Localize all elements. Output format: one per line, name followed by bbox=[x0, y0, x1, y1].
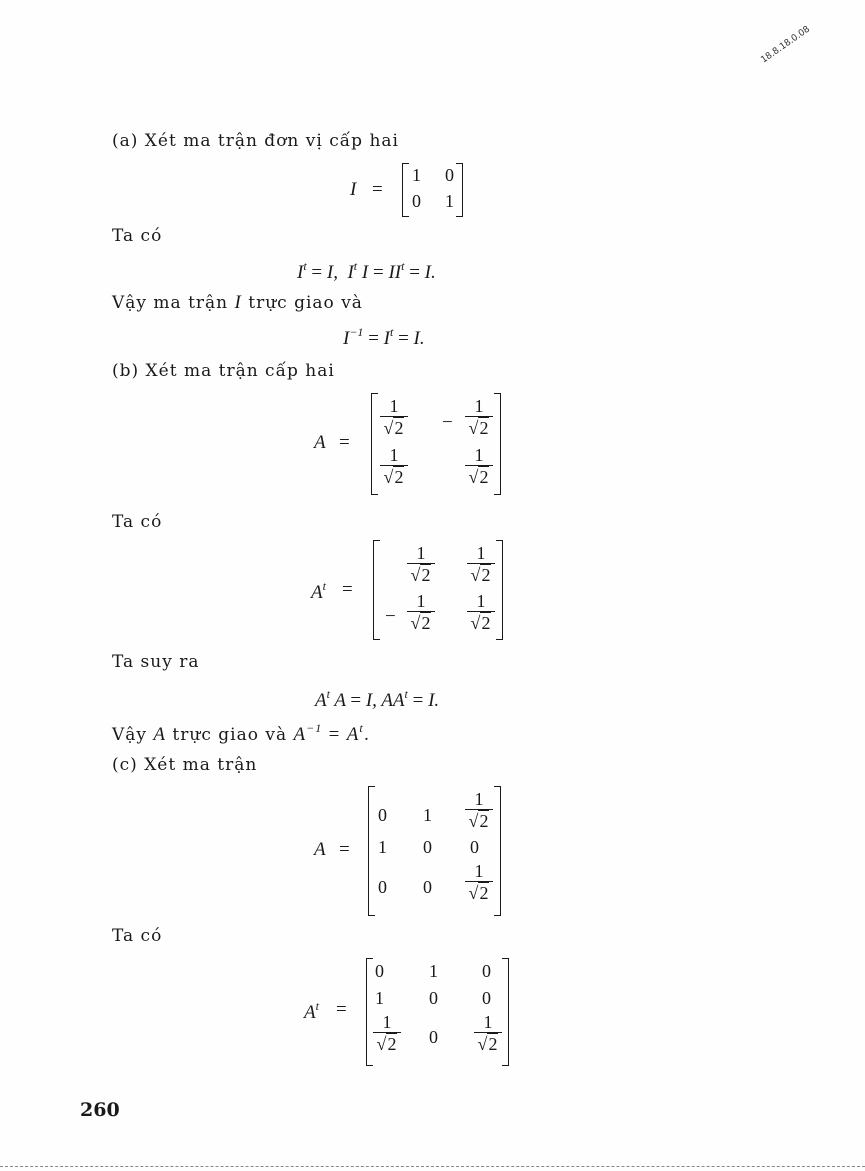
equals-sign: = bbox=[342, 579, 353, 600]
matrix-cell: 0 bbox=[470, 837, 479, 857]
orthogonal-conclusion-a: Vậy ma trận I trực giao và bbox=[112, 292, 363, 313]
fraction: 1 √2 bbox=[373, 1013, 401, 1053]
fraction: 1 √2 bbox=[465, 446, 493, 486]
matrix-cell: 1 bbox=[378, 837, 387, 857]
fraction: 1 √2 bbox=[407, 592, 435, 632]
fraction: 1 √2 bbox=[467, 592, 495, 632]
fraction: 1 √2 bbox=[380, 397, 408, 437]
inverse-identity-equation: $I^{-1} = I^t = I$. bbox=[343, 325, 425, 349]
fraction: 1 √2 bbox=[467, 544, 495, 584]
fraction: 1 √2 bbox=[474, 1013, 502, 1053]
matrix-cell: 1 bbox=[423, 805, 432, 825]
page-number: 260 bbox=[80, 1099, 120, 1121]
matrix-symbol: $A^t$ bbox=[304, 999, 319, 1023]
matrix-cell: 0 bbox=[378, 877, 387, 897]
left-bracket bbox=[373, 540, 380, 640]
right-bracket bbox=[502, 958, 509, 1066]
equals-sign: = bbox=[372, 179, 383, 200]
equals-sign: = bbox=[339, 839, 350, 860]
ta-co-label: Ta có bbox=[112, 926, 163, 946]
matrix-cell: 0 bbox=[429, 1027, 438, 1047]
part-b-intro: (b) Xét ma trận cấp hai bbox=[112, 361, 335, 381]
equals-sign: = bbox=[339, 432, 350, 453]
matrix-cell: 0 bbox=[423, 877, 432, 897]
equals-sign: = bbox=[336, 999, 347, 1020]
minus-sign: − bbox=[442, 412, 453, 433]
matrix-cell: 1 bbox=[445, 191, 454, 211]
left-bracket bbox=[366, 958, 373, 1066]
matrix-cell: 0 bbox=[482, 988, 491, 1008]
library-stamp: 18.8.18.0.08 bbox=[759, 24, 812, 66]
matrix-symbol: $A^t$ bbox=[311, 579, 326, 603]
transpose-identity-equation: $I^t = I$, $I^t$ $I = II^t = I$. bbox=[297, 259, 436, 283]
matrix-cell: 0 bbox=[375, 961, 384, 981]
left-bracket bbox=[402, 163, 409, 217]
matrix-cell: 1 bbox=[412, 165, 421, 185]
ta-co-label: Ta có bbox=[112, 226, 163, 246]
identity-symbol: I bbox=[350, 179, 357, 200]
minus-sign: − bbox=[385, 606, 396, 627]
fraction: 1 √2 bbox=[465, 790, 493, 830]
matrix-symbol: A bbox=[314, 432, 326, 453]
matrix-cell: 1 bbox=[375, 988, 384, 1008]
matrix-cell: 0 bbox=[445, 165, 454, 185]
matrix-symbol: A bbox=[314, 839, 326, 860]
left-bracket bbox=[371, 393, 378, 495]
matrix-cell: 0 bbox=[429, 988, 438, 1008]
ta-suy-ra-label: Ta suy ra bbox=[112, 652, 200, 672]
matrix-cell: 0 bbox=[378, 805, 387, 825]
matrix-cell: 0 bbox=[423, 837, 432, 857]
right-bracket bbox=[494, 786, 501, 916]
orthogonal-conclusion-b: Vậy A trực giao và $A^{-1} = A^t$. bbox=[112, 721, 371, 745]
right-bracket bbox=[494, 393, 501, 495]
fraction: 1 √2 bbox=[380, 446, 408, 486]
page-bottom-edge bbox=[0, 1166, 865, 1167]
left-bracket bbox=[368, 786, 375, 916]
fraction: 1 √2 bbox=[465, 862, 493, 902]
right-bracket bbox=[496, 540, 503, 640]
part-a-intro: (a) Xét ma trận đơn vị cấp hai bbox=[112, 131, 399, 151]
right-bracket bbox=[456, 163, 463, 217]
matrix-cell: 0 bbox=[482, 961, 491, 981]
fraction: 1 √2 bbox=[465, 397, 493, 437]
orthogonality-equation-b: $A^t$ A = I, $AA^t = I$. bbox=[315, 687, 440, 711]
matrix-cell: 1 bbox=[429, 961, 438, 981]
part-c-intro: (c) Xét ma trận bbox=[112, 755, 258, 775]
matrix-cell: 0 bbox=[412, 191, 421, 211]
fraction: 1 √2 bbox=[407, 544, 435, 584]
ta-co-label: Ta có bbox=[112, 512, 163, 532]
